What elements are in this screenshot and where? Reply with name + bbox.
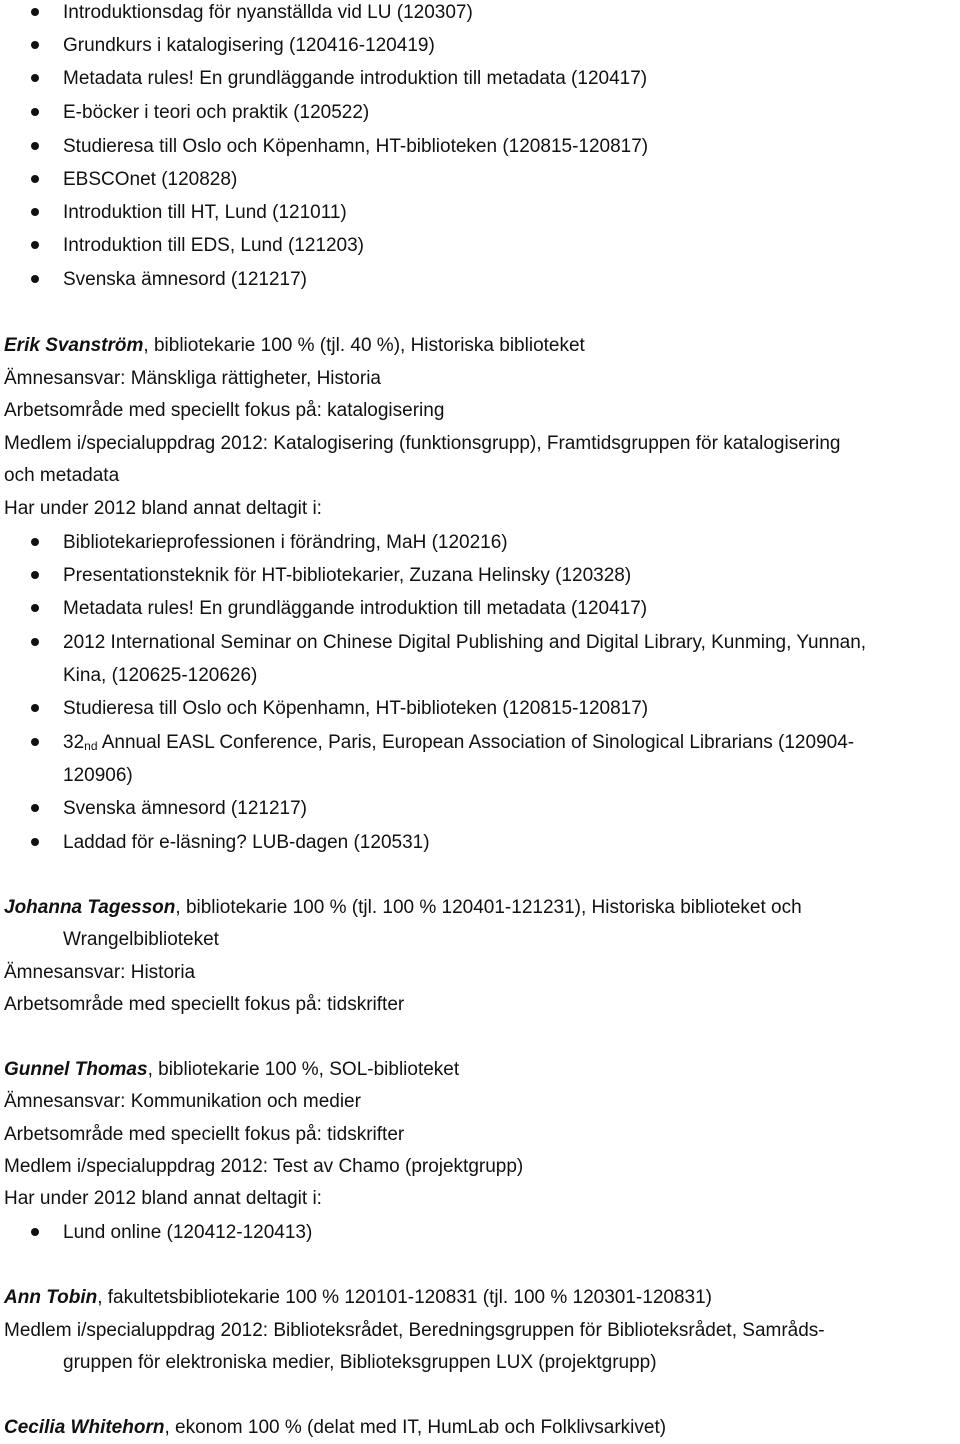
bullet-icon (31, 538, 39, 546)
bullet-icon (31, 738, 39, 746)
list-item-text: E-böcker i teori och praktik (120522) (63, 102, 370, 123)
list-item-text: Svenska ämnesord (121217) (63, 269, 307, 290)
list-item-text-continued: 120906) (63, 765, 133, 786)
staff-role: , fakultetsbibliotekarie 100 % 120101-120831 (tjl. 100 % 120301-120831) (97, 1287, 712, 1308)
subject-responsibility: Ämnesansvar: Mänskliga rättigheter, Historia (4, 368, 381, 389)
list-item-text: Studieresa till Oslo och Köpenhamn, HT-biblioteken (120815-120817) (63, 136, 649, 157)
work-focus: Arbetsområde med speciellt fokus på: tidskrifter (4, 1124, 405, 1145)
staff-header-cecilia (4, 1411, 666, 1444)
list-item-text: EBSCOnet (120828) (63, 169, 238, 190)
list-item-text: Introduktion till HT, Lund (121011) (63, 202, 347, 223)
bullet-icon (31, 74, 39, 82)
staff-name: Johanna Tagesson (4, 897, 176, 918)
membership-line: Medlem i/specialuppdrag 2012: Katalogisering (funktionsgrupp), Framtidsgruppen för katalogisering (4, 433, 841, 454)
subject-responsibility: Ämnesansvar: Kommunikation och medier (4, 1091, 361, 1112)
staff-name: Ann Tobin (4, 1287, 98, 1308)
list-item-text: Bibliotekarieprofessionen i förändring, MaH (120216) (63, 532, 508, 553)
staff-header-gunnel (4, 1053, 459, 1086)
participated-heading: Har under 2012 bland annat deltagit i: (4, 498, 322, 519)
list-item-text: Metadata rules! En grundläggande introduktion till metadata (120417) (63, 598, 648, 619)
bullet-icon (31, 142, 39, 150)
ordinal-suffix: nd (84, 739, 98, 753)
work-focus: Arbetsområde med speciellt fokus på: katalogisering (4, 400, 445, 421)
bullet-icon (31, 241, 39, 249)
staff-name: Gunnel Thomas (4, 1059, 148, 1080)
list-item-text (63, 726, 854, 761)
list-item-text: Laddad för e-läsning? LUB-dagen (120531) (63, 832, 430, 853)
staff-role: , bibliotekarie 100 %, SOL-biblioteket (147, 1059, 460, 1080)
list-item-text: 2012 International Seminar on Chinese Digital Publishing and Digital Library, Kunming, Yunnan, (63, 632, 867, 653)
bullet-icon (31, 8, 39, 16)
membership-line-continued: gruppen för elektroniska medier, Biblioteksgruppen LUX (projektgrupp) (63, 1352, 657, 1373)
bullet-icon (31, 108, 39, 116)
membership-line: Medlem i/specialuppdrag 2012: Biblioteksrådet, Beredningsgruppen för Biblioteksrådet, Samråds- (4, 1320, 825, 1341)
bullet-icon (31, 275, 39, 283)
bullet-icon (31, 704, 39, 712)
bullet-icon (31, 175, 39, 183)
list-item-text: Presentationsteknik för HT-bibliotekarier, Zuzana Helinsky (120328) (63, 565, 632, 586)
bullet-icon (31, 604, 39, 612)
list-item-text: Introduktion till EDS, Lund (121203) (63, 235, 365, 256)
list-item-text: Studieresa till Oslo och Köpenhamn, HT-biblioteken (120815-120817) (63, 698, 649, 719)
staff-role-continued: Wrangelbiblioteket (63, 929, 219, 950)
work-focus: Arbetsområde med speciellt fokus på: tidskrifter (4, 994, 405, 1015)
bullet-icon (31, 208, 39, 216)
staff-name: Erik Svanström (4, 335, 144, 356)
bullet-icon (31, 1228, 39, 1236)
list-item-text-continued: Kina, (120625-120626) (63, 665, 258, 686)
membership-line: Medlem i/specialuppdrag 2012: Test av Chamo (projektgrupp) (4, 1156, 524, 1177)
staff-role: , ekonom 100 % (delat med IT, HumLab och Folklivsarkivet) (164, 1417, 667, 1438)
list-item-text: Grundkurs i katalogisering (120416-120419) (63, 35, 435, 56)
bullet-icon (31, 571, 39, 579)
list-item-text: Metadata rules! En grundläggande introduktion till metadata (120417) (63, 68, 648, 89)
list-item-text: Lund online (120412-120413) (63, 1222, 313, 1243)
staff-header-johanna (4, 891, 802, 924)
bullet-icon (31, 41, 39, 49)
staff-header-ann (4, 1281, 712, 1314)
bullet-icon (31, 804, 39, 812)
staff-header-erik (4, 329, 585, 362)
conference-title: Annual EASL Conference, Paris, European Association of Sinological Librarians (120904- (97, 732, 855, 753)
staff-role: , bibliotekarie 100 % (tjl. 100 % 120401-121231), Historiska biblioteket och (175, 897, 802, 918)
membership-line-continued: och metadata (4, 465, 120, 486)
list-item-text: Introduktionsdag för nyanställda vid LU (120307) (63, 2, 473, 23)
bullet-icon (31, 638, 39, 646)
conference-number: 32 (63, 732, 85, 753)
staff-name: Cecilia Whitehorn (4, 1417, 165, 1438)
participated-heading: Har under 2012 bland annat deltagit i: (4, 1188, 322, 1209)
list-item-text: Svenska ämnesord (121217) (63, 798, 307, 819)
bullet-icon (31, 838, 39, 846)
staff-role: , bibliotekarie 100 % (tjl. 40 %), Historiska biblioteket (143, 335, 585, 356)
subject-responsibility: Ämnesansvar: Historia (4, 962, 196, 983)
